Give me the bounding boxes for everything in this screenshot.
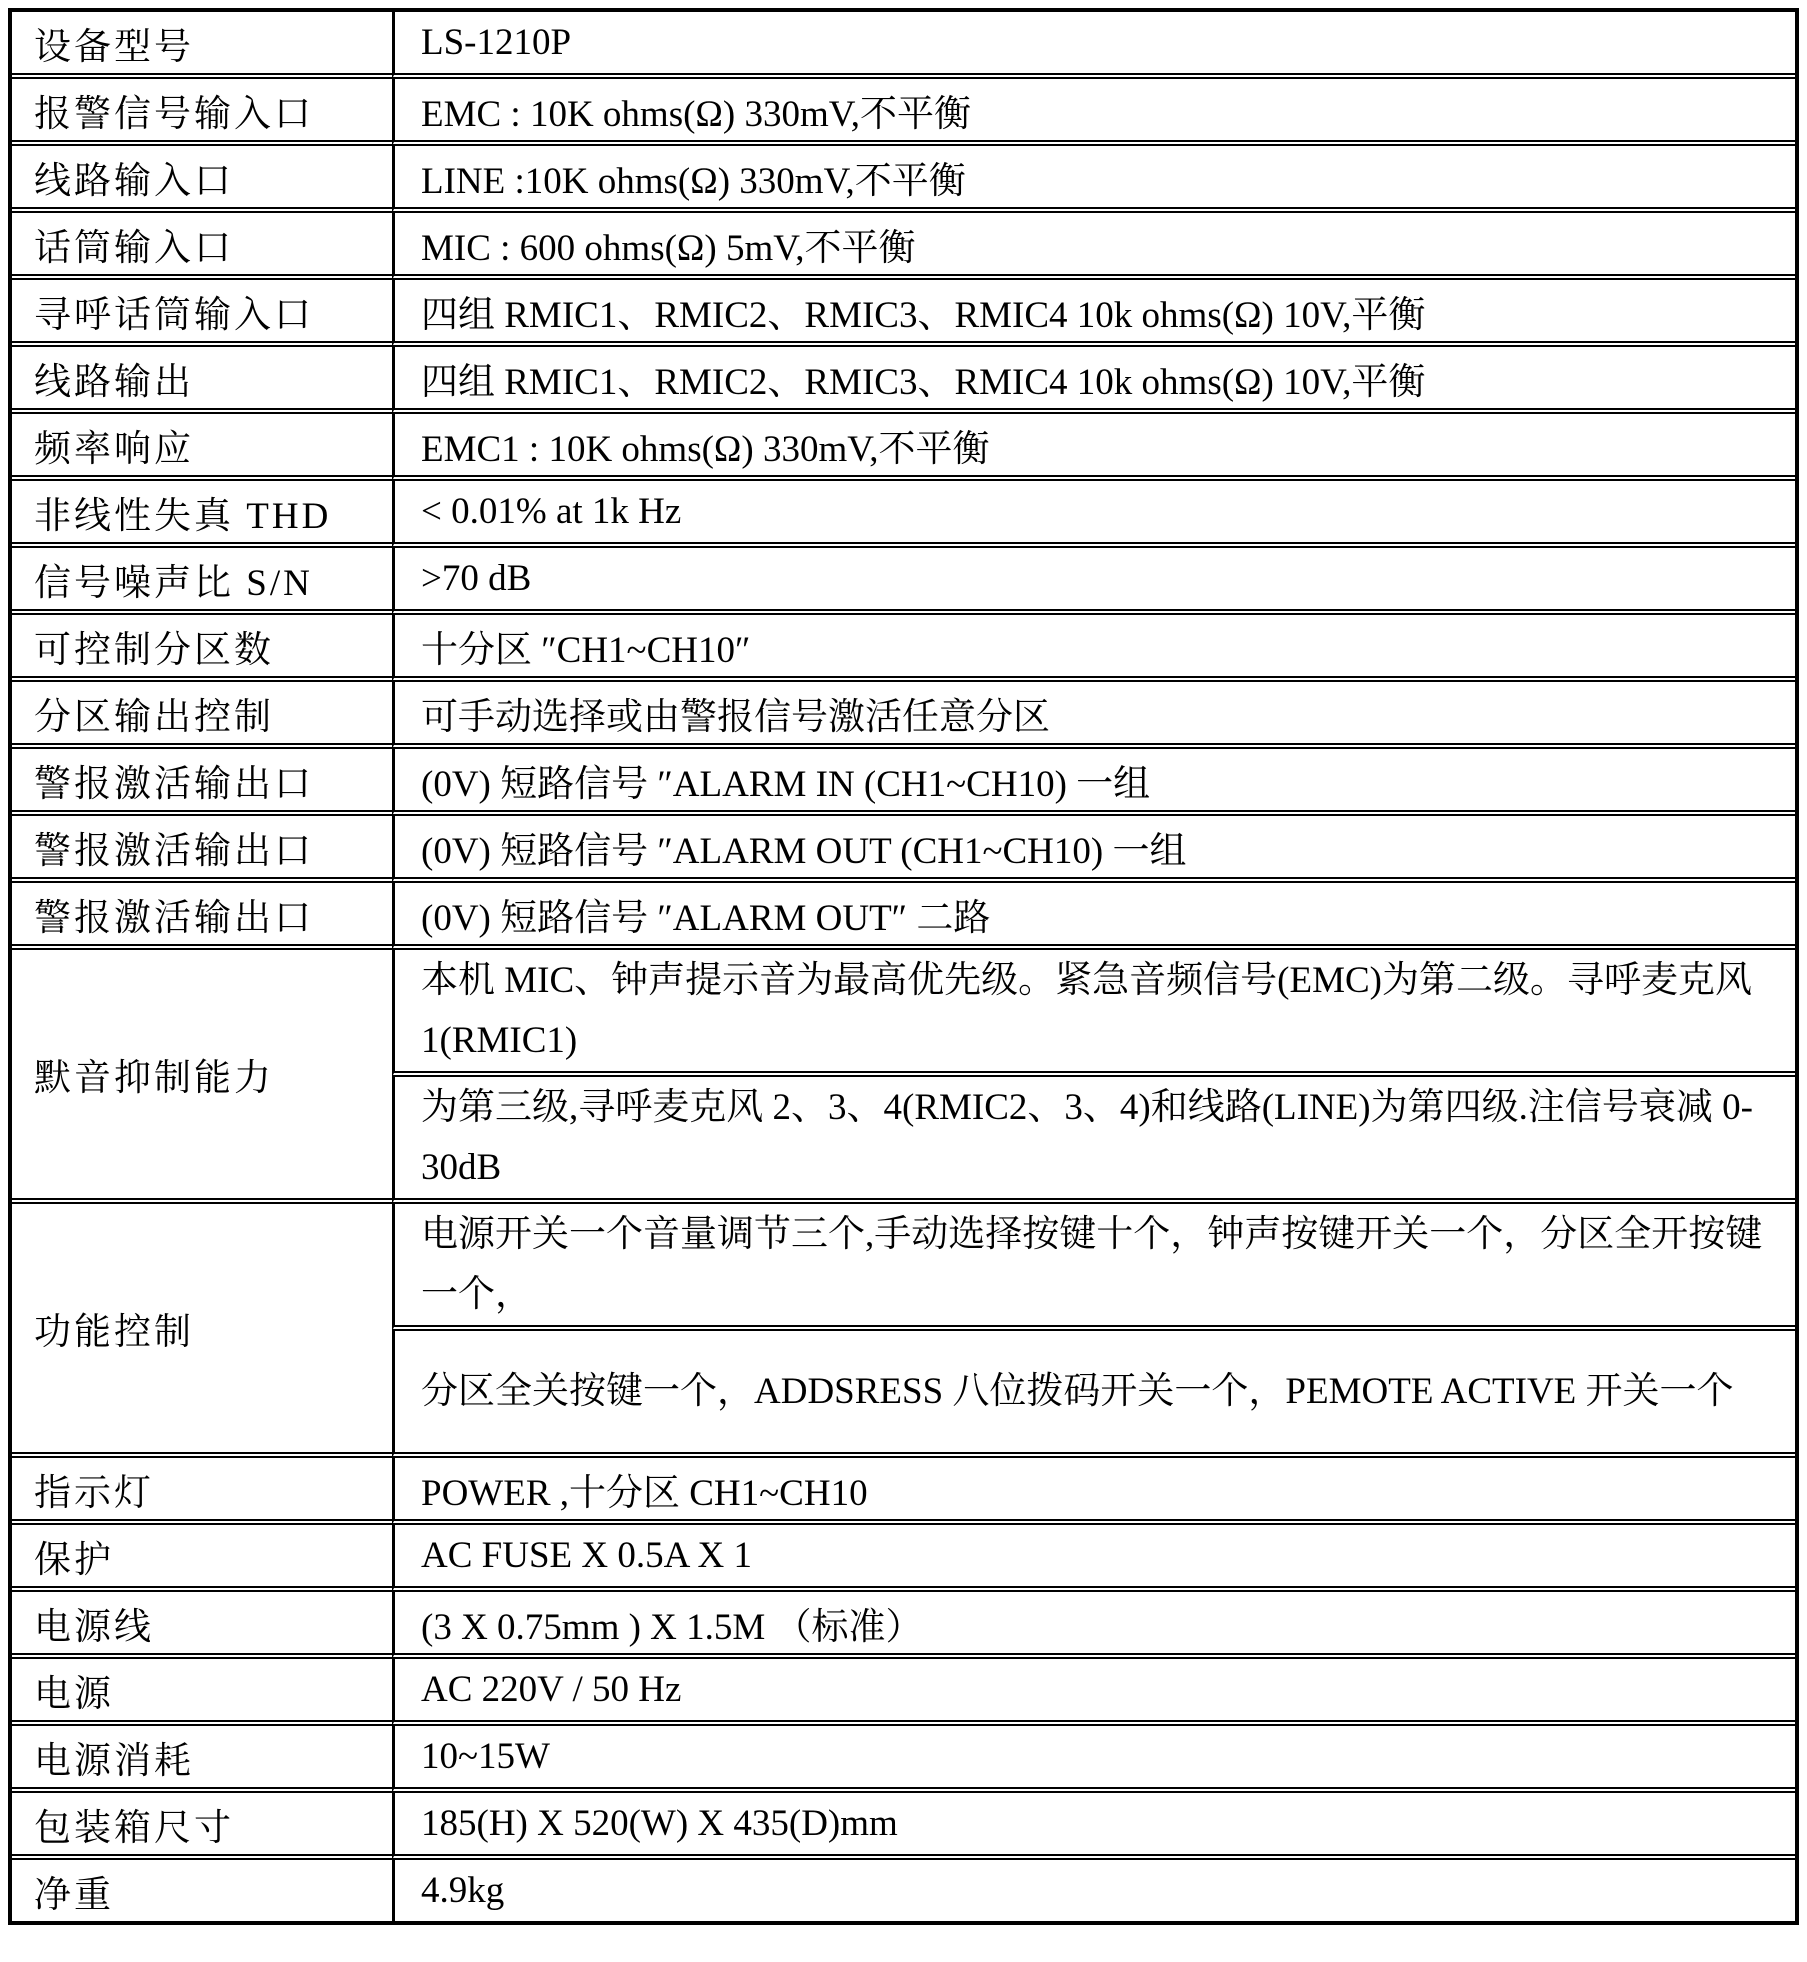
spec-table: [8, 8, 1799, 1925]
spec-value: 四组 RMIC1、RMIC2、RMIC3、RMIC4 10k ohms(Ω) 10V,平衡: [392, 347, 1795, 414]
table-row: [12, 1592, 1795, 1659]
table-row: [12, 1525, 1795, 1592]
table-row: [12, 1659, 1795, 1726]
table-row: [12, 615, 1795, 682]
spec-label: 电源消耗: [12, 1726, 392, 1793]
spec-value: EMC1 : 10K ohms(Ω) 330mV,不平衡: [392, 414, 1795, 481]
table-row: [12, 414, 1795, 481]
table-row: [12, 682, 1795, 749]
spec-label: 话筒输入口: [12, 213, 392, 280]
spec-value: 电源开关一个音量调节三个,手动选择按键十个，钟声按键开关一个，分区全开按键一个，: [392, 1204, 1795, 1331]
spec-label: 电源: [12, 1659, 392, 1726]
spec-value: 可手动选择或由警报信号激活任意分区: [392, 682, 1795, 749]
spec-label: 非线性失真 THD: [12, 481, 392, 548]
spec-label: 设备型号: [12, 12, 392, 79]
spec-label: 寻呼话筒输入口: [12, 280, 392, 347]
spec-value: MIC : 600 ohms(Ω) 5mV,不平衡: [392, 213, 1795, 280]
spec-label: 线路输出: [12, 347, 392, 414]
spec-value: >70 dB: [392, 548, 1795, 615]
spec-value: 十分区 ″CH1~CH10″: [392, 615, 1795, 682]
spec-value: AC FUSE X 0.5A X 1: [392, 1525, 1795, 1592]
table-row: [12, 1793, 1795, 1860]
spec-label: 分区输出控制: [12, 682, 392, 749]
table-row: [12, 347, 1795, 414]
spec-value: (3 X 0.75mm ) X 1.5M （标准）: [392, 1592, 1795, 1659]
spec-label: 保护: [12, 1525, 392, 1592]
table-row: [12, 1726, 1795, 1793]
table-row: [12, 749, 1795, 816]
spec-value: (0V) 短路信号 ″ALARM IN (CH1~CH10) 一组: [392, 749, 1795, 816]
spec-label: 指示灯: [12, 1458, 392, 1525]
table-row: [12, 1860, 1795, 1921]
table-row: [12, 883, 1795, 950]
spec-value: 10~15W: [392, 1726, 1795, 1793]
spec-label: 警报激活输出口: [12, 816, 392, 883]
spec-value: 本机 MIC、钟声提示音为最高优先级。紧急音频信号(EMC)为第二级。寻呼麦克风 1(RMIC1): [392, 950, 1795, 1077]
spec-label: 电源线: [12, 1592, 392, 1659]
spec-label: 净重: [34, 1874, 114, 1916]
spec-label: 报警信号输入口: [12, 79, 392, 146]
spec-label: 警报激活输出口: [12, 749, 392, 816]
spec-label: 警报激活输出口: [12, 883, 392, 950]
spec-label: 功能控制: [12, 1204, 392, 1458]
table-row: [12, 481, 1795, 548]
spec-value: < 0.01% at 1k Hz: [392, 481, 1795, 548]
spec-value: 4.9kg: [392, 1860, 1795, 1921]
spec-value: AC 220V / 50 Hz: [392, 1659, 1795, 1726]
spec-value: EMC : 10K ohms(Ω) 330mV,不平衡: [392, 79, 1795, 146]
table-row: [12, 816, 1795, 883]
spec-value: 四组 RMIC1、RMIC2、RMIC3、RMIC4 10k ohms(Ω) 10V,平衡: [392, 280, 1795, 347]
spec-label: 信号噪声比 S/N: [12, 548, 392, 615]
spec-value: 分区全关按键一个，ADDSRESS 八位拨码开关一个，PEMOTE ACTIVE 开关一个: [392, 1331, 1795, 1458]
table-row: [12, 1458, 1795, 1525]
table-row-group-mute: [12, 950, 1795, 1077]
spec-value: 为第三级,寻呼麦克风 2、3、4(RMIC2、3、4)和线路(LINE)为第四级.注信号衰减 0-30dB: [392, 1077, 1795, 1204]
table-row: [12, 548, 1795, 615]
spec-value: (0V) 短路信号 ″ALARM OUT (CH1~CH10) 一组: [392, 816, 1795, 883]
spec-value: (0V) 短路信号 ″ALARM OUT″ 二路: [392, 883, 1795, 950]
spec-label: 可控制分区数: [12, 615, 392, 682]
table-row: [12, 280, 1795, 347]
spec-value: LS-1210P: [392, 12, 1795, 79]
spec-value: 185(H) X 520(W) X 435(D)mm: [392, 1793, 1795, 1860]
spec-label: 频率响应: [12, 414, 392, 481]
spec-label: 线路输入口: [12, 146, 392, 213]
table-row-group-function: [12, 1204, 1795, 1331]
table-row: [12, 12, 1795, 79]
table-row: [12, 79, 1795, 146]
table-row: [12, 213, 1795, 280]
table-row: [12, 146, 1795, 213]
spec-label: 包装箱尺寸: [12, 1793, 392, 1860]
spec-value: LINE :10K ohms(Ω) 330mV,不平衡: [392, 146, 1795, 213]
spec-label: 默音抑制能力: [12, 950, 392, 1204]
spec-value: POWER ,十分区 CH1~CH10: [392, 1458, 1795, 1525]
